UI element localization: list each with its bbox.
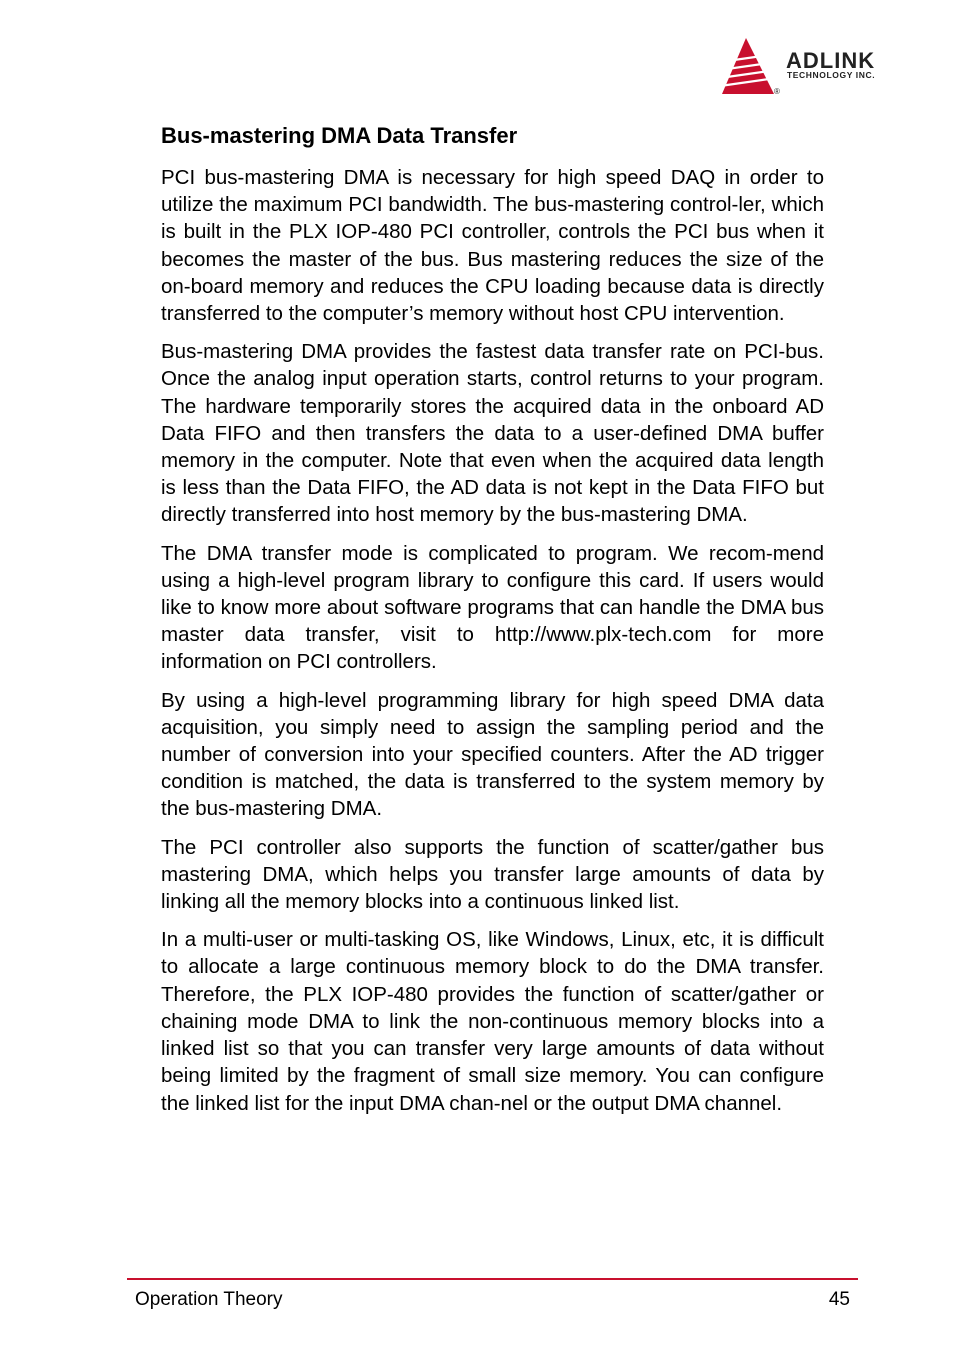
section-title: Bus-mastering DMA Data Transfer	[161, 123, 518, 148]
paragraph: In a multi-user or multi-tasking OS, like Windows, Linux, etc, it is difficult to allocate a large continuous memory block to do the DMA transfer. Therefore, the PLX IOP-480 provides the function of scatter/gather or chaining mode DMA to link the non-continuous memory blocks into a linked list so that you can transfer very large amounts of data without being limited by the fragment of small size memory. You can configure the linked list for the input DMA chan-nel or the output DMA channel.	[161, 928, 824, 1115]
paragraph: Bus-mastering DMA provides the fastest data transfer rate on PCI-bus. Once the analog input operation starts, control returns to your program. The hardware temporarily stores the acquired data in the onboard AD Data FIFO and then transfers the data to a user-defined DMA buffer memory in the computer. Note that even when the acquired data length is less than the Data FIFO, the AD data is not kept in the Data FIFO but directly transferred into host memory by the bus-mastering DMA.	[161, 340, 824, 527]
page-number: 45	[828, 1289, 850, 1310]
page-content	[161, 120, 824, 1128]
paragraph: By using a high-level programming library for high speed DMA data acquisition, you simply need to assign the sampling period and the number of conversion into your specified counters. After the AD trigger condition is matched, the data is transferred to the system memory by the bus-mastering DMA.	[161, 688, 824, 821]
paragraph: The PCI controller also supports the function of scatter/gather bus mastering DMA, which helps you transfer large amounts of data by linking all the memory blocks into a continuous linked list.	[161, 835, 824, 914]
footer-chapter: Operation Theory	[135, 1289, 283, 1310]
adlink-logo	[718, 36, 914, 98]
paragraph: PCI bus-mastering DMA is necessary for high speed DAQ in order to utilize the maximum PCI bandwidth. The bus-mastering control-ler, which is built in the PLX IOP-480 PCI controller, controls the PCI bus when it becomes the master of the bus. Bus mastering reduces the size of the on-board memory and reduces the CPU loading because data is directly transferred to the computer’s memory without host CPU intervention.	[161, 166, 824, 326]
paragraph: The DMA transfer mode is complicated to program. We recom-mend using a high-level program library to configure this card. If users would like to know more about software programs that can handle the DMA bus master data transfer, visit to http://www.plx-tech.com for more information on PCI controllers.	[161, 541, 824, 674]
brand-name: ADLINK	[786, 48, 876, 73]
registered-mark: ®	[774, 87, 780, 96]
brand-tagline: TECHNOLOGY INC.	[787, 70, 876, 80]
footer-divider	[127, 1278, 858, 1280]
adlink-triangle-icon	[718, 36, 780, 98]
